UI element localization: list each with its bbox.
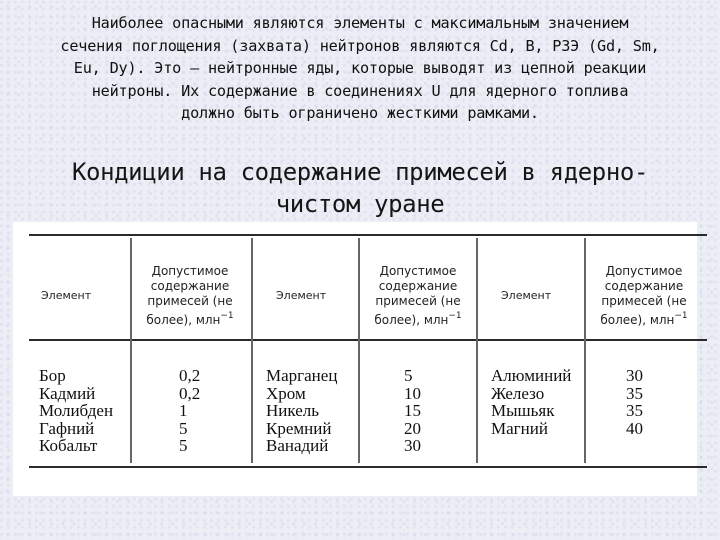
limit-value: 0,2: [179, 383, 201, 403]
limit-value-column: [626, 367, 643, 437]
header-content-line: содержание: [604, 279, 684, 293]
element-name-column: [491, 367, 571, 437]
header-unit-exponent: −1: [220, 311, 234, 321]
limit-value: 1: [179, 401, 188, 420]
element-name: Кремний: [266, 418, 332, 438]
header-content: [359, 264, 477, 328]
header-content-line: примесей (не: [147, 294, 233, 308]
element-name: Магний: [491, 418, 548, 438]
header-content-line: Допустимое: [379, 264, 457, 278]
element-name: Гафний: [39, 418, 95, 438]
element-name-column: [39, 367, 113, 455]
header-content-line: примесей (не: [601, 294, 687, 308]
header-unit-exponent: −1: [448, 311, 462, 321]
header-unit: более), млн: [146, 313, 221, 327]
element-name: Никель: [266, 401, 319, 420]
limit-value: 0,2: [179, 366, 201, 385]
limit-value-column: [179, 367, 200, 455]
header-content-line: Допустимое: [605, 264, 683, 278]
limit-value: 30: [404, 436, 421, 455]
header-content-line: примесей (не: [375, 294, 461, 308]
limit-value: 35: [626, 401, 643, 420]
header-element: Элемент: [276, 289, 327, 302]
header-content-line: [359, 309, 477, 328]
limit-value: 5: [179, 418, 188, 438]
element-name: Мышьяк: [491, 401, 555, 420]
limit-value: 15: [404, 401, 421, 420]
limit-value: 5: [404, 366, 413, 385]
header-unit-exponent: −1: [674, 311, 688, 321]
element-name: Марганец: [266, 366, 338, 385]
header-unit: более), млн: [600, 313, 675, 327]
intro-line: должно быть ограничено жесткими рамками.: [181, 104, 539, 122]
header-content-line: [131, 309, 249, 328]
element-name: Молибден: [39, 401, 114, 420]
header-content-line: Допустимое: [151, 264, 229, 278]
intro-line: Eu, Dy). Это – нейтронные яды, которые выводят из цепной реакции: [73, 59, 647, 77]
limit-value: 40: [626, 418, 643, 438]
element-name: Кобальт: [39, 436, 98, 455]
limit-value: 35: [626, 383, 643, 403]
element-name: Хром: [266, 383, 306, 403]
intro-paragraph: [18, 12, 702, 125]
intro-line: Наиболее опасными являются элементы с максимальным значением: [91, 14, 629, 32]
heading-line: чистом уране: [275, 190, 445, 218]
limit-value: 10: [404, 383, 421, 403]
limit-value-column: [404, 367, 421, 455]
column-divider: [251, 238, 253, 463]
header-content: [131, 264, 249, 328]
header-content-line: [585, 309, 703, 328]
header-content: [585, 264, 703, 328]
heading-line: Кондиции на содержание примесей в ядерно-: [71, 158, 649, 186]
intro-line: нейтроны. Их содержание в соединениях U для ядерного топлива: [91, 81, 629, 100]
limit-value: 20: [404, 418, 421, 438]
element-name: Алюминий: [491, 366, 572, 385]
element-name-column: [266, 367, 337, 455]
header-content-line: содержание: [378, 279, 458, 293]
intro-line: сечения поглощения (захвата) нейтронов являются Cd, B, РЗЭ (Gd, Sm,: [60, 36, 660, 55]
element-name: Ванадий: [266, 436, 329, 455]
limit-value: 5: [179, 436, 188, 455]
table-bottom-rule: [29, 466, 707, 468]
header-unit: более), млн: [374, 313, 449, 327]
element-name: Кадмий: [39, 383, 96, 403]
header-content-line: содержание: [150, 279, 230, 293]
impurity-table: [13, 222, 697, 496]
slide-heading: [10, 156, 710, 220]
limit-value: 30: [626, 366, 643, 385]
element-name: Железо: [491, 383, 545, 403]
header-element: Элемент: [41, 289, 92, 302]
element-name: Бор: [39, 366, 66, 385]
table-top-rule: [29, 234, 707, 236]
header-element: Элемент: [501, 289, 552, 302]
